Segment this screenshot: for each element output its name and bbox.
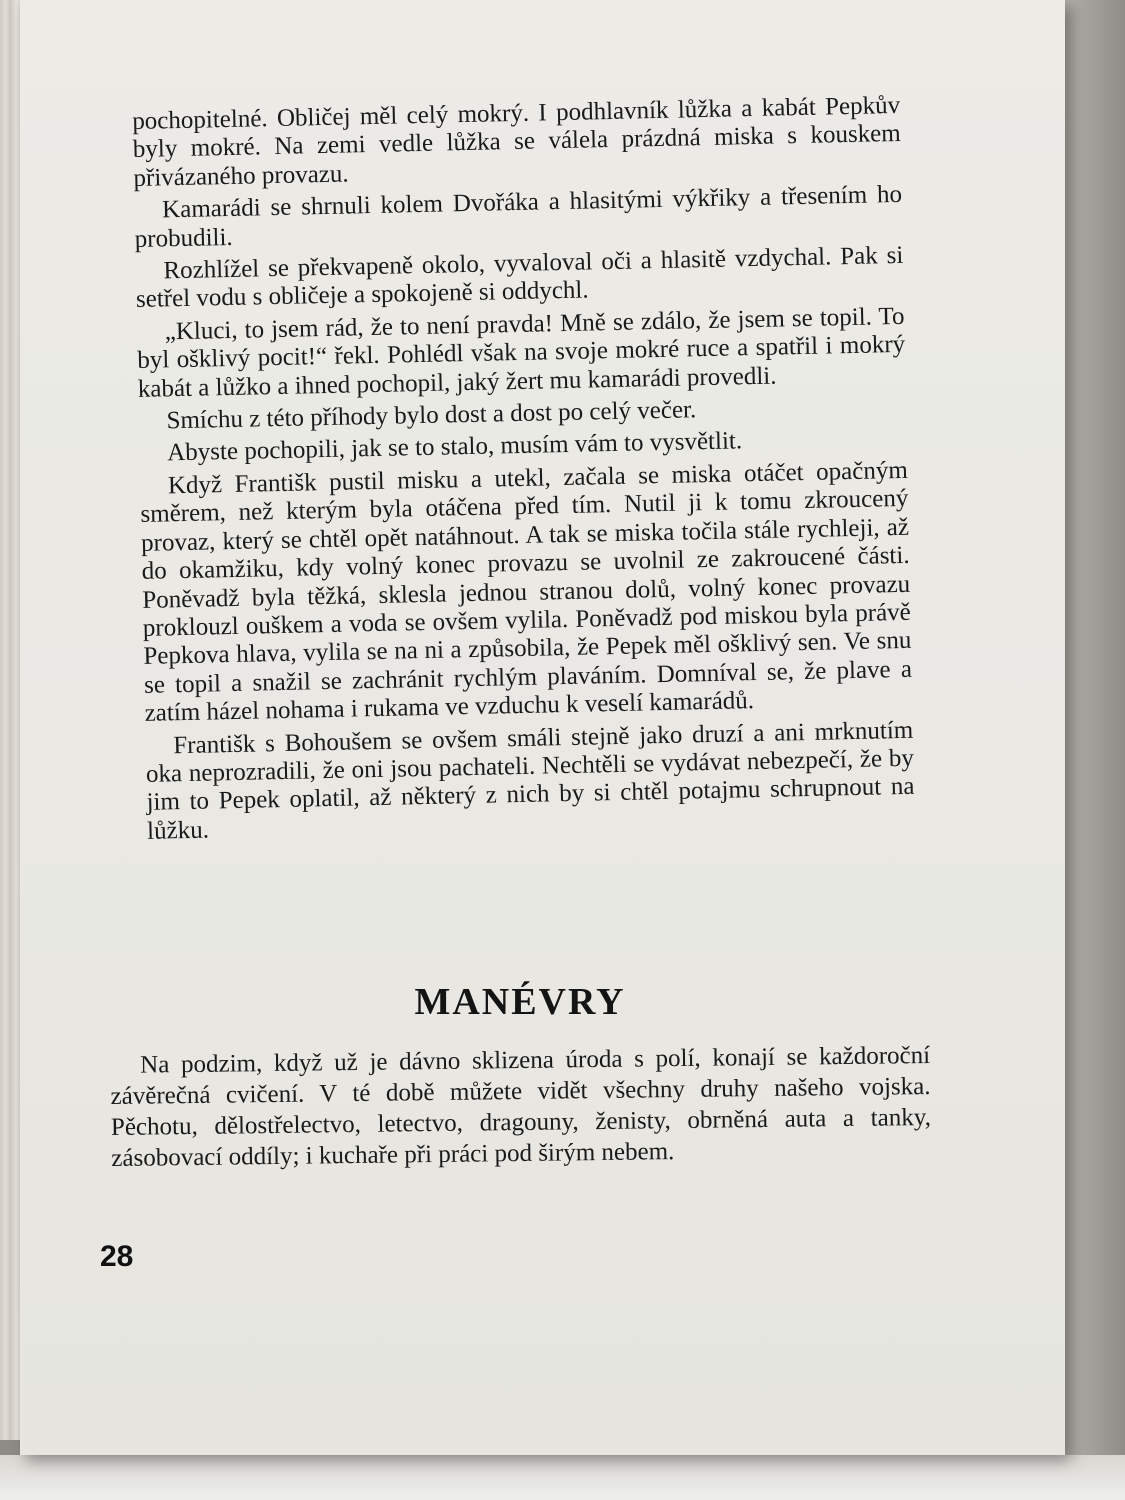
paragraph: Kamarádi se shrnuli kolem Dvořáka a hlasitými výkřiky a třesením ho probudili. (134, 181, 903, 253)
table-surface (0, 1455, 1125, 1500)
paragraph: Rozhlížel se překvapeně okolo, vyvaloval oči a hlasitě vzdychal. Pak si setřel vodu s obličeje a spokojeně si oddychl. (135, 241, 904, 314)
paragraph: „Kluci, to jsem rád, že to není pravda! Mně se zdálo, že jsem se topil. To byl ošklivý pocit!“ řekl. Pohlédl však na svoje mokré ruce a spatřil i mokrý kabát a lůžko a ihned pochopil, jaký žert mu kamarádi provedli. (137, 302, 906, 403)
page-number: 28 (100, 1240, 134, 1273)
paragraph: Když Františk pustil misku a utekl, začala se miska otáčet opačným směrem, než kterým byla otáčena před tím. Nutil ji k tomu zkroucený provaz, který se chtěl opět natáhnout. A tak se miska točila stále rychleji, až do okamžiku, kdy volný konec provazu se uvolnil ze zakroucené části. Poněvadž byla těžká, sklesla jednou stranou dolů, volný konec provazu proklouzl ouškem a voda se ovšem vylila. Poněvadž pod miskou byla právě Pepkova hlava, vylila se na ni a způsobila, že Pepek měl ošklivý sen. Ve snu se topil a snažil se zachránit rychlým plaváním. Domníval se, že plave a zatím házel nohama i rukama ve vzduchu k veselí kamarádů. (140, 456, 913, 727)
story-text (132, 92, 915, 850)
chapter-heading: MANÉVRY (414, 981, 626, 1023)
paragraph: pochopitelné. Obličej měl celý mokrý. I podhlavník lůžka a kabát Pepkův byly mokré. Na zemi vedle lůžka se válela prázdná miska s kouskem přivázaného provazu. (132, 91, 901, 192)
book-gutter-shadow (1055, 0, 1125, 1500)
paragraph: Abyste pochopili, jak se to stalo, musím vám to vysvětlit. (166, 427, 743, 467)
chapter-text (110, 1040, 931, 1174)
paragraph: Na podzim, když už je dávno sklizena úroda s polí, konají se každoroční závěrečná cvičení. V té době můžete vidět všechny druhy našeho vojska. Pěchotu, dělostřelectvo, letectvo, dragouny, ženisty, obrněná auta a tanky, zásobovací oddíly; i kuchaře při práci pod širým nebem. (110, 1041, 932, 1172)
paragraph: Františk s Bohoušem se ovšem smáli stejně jako druzí a ani mrknutím oka neprozradili, že oni jsou pachateli. Nechtěli se vydávat nebezpečí, že by jim to Pepek oplatil, až některý z nich by si chtěl potajmu schrupnout na lůžku. (145, 716, 915, 845)
paragraph: Smíchu z této příhody bylo dost a dost po celý večer. (166, 396, 697, 435)
